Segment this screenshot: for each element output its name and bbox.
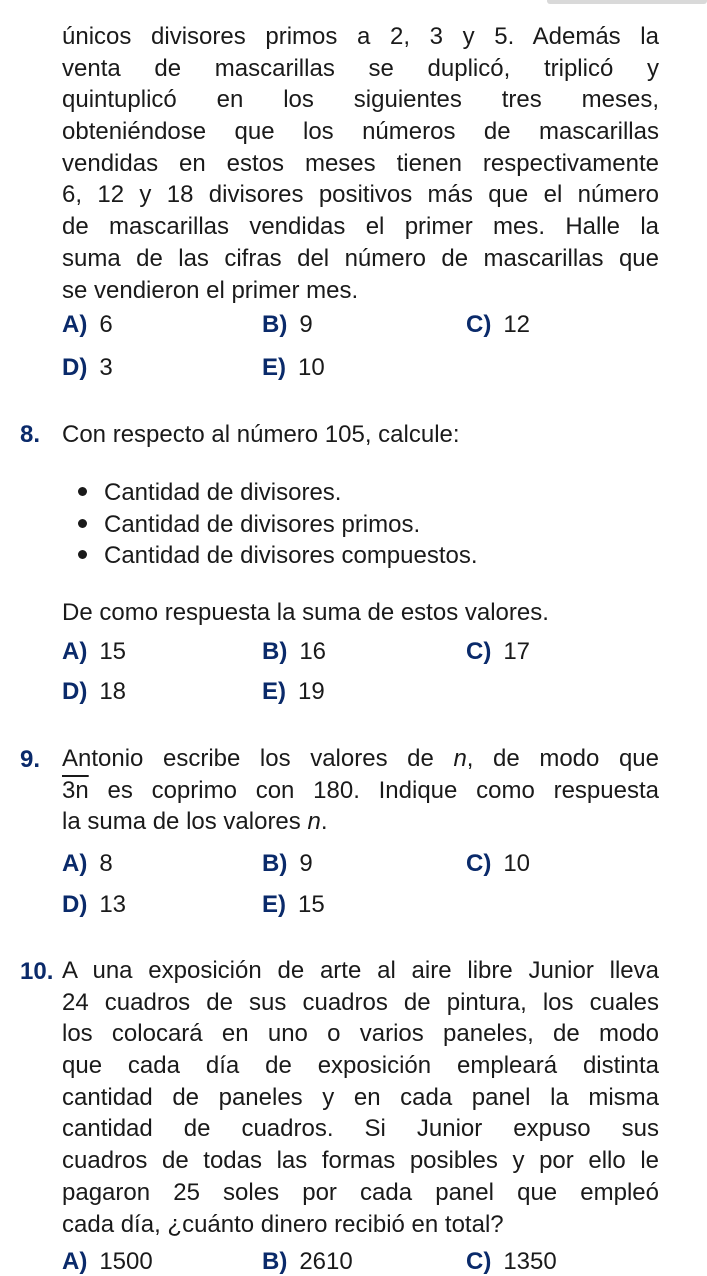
option-letter: D)	[62, 678, 88, 705]
option-value: 2610	[299, 1248, 353, 1275]
q9-text-part: la suma de los valores	[62, 808, 308, 836]
q8-option-a[interactable]	[62, 638, 126, 666]
bullet-text: Cantidad de divisores.	[104, 479, 342, 506]
q9-text	[62, 743, 659, 838]
option-value: 18	[99, 678, 127, 705]
option-letter: E)	[262, 891, 286, 918]
bullet-dot-icon	[78, 487, 87, 496]
q9-line	[62, 743, 659, 775]
option-value: 15	[99, 638, 127, 665]
q10-line: que cada día de exposición empleará distinta	[62, 1052, 659, 1080]
q7-option-e[interactable]	[262, 354, 325, 382]
q9-option-d[interactable]	[62, 891, 126, 919]
bullet-dot-icon	[78, 550, 87, 559]
option-value: 9	[299, 311, 313, 338]
option-value: 3	[99, 354, 113, 381]
option-letter: B)	[262, 1248, 288, 1275]
q10-number: 10.	[20, 958, 54, 985]
option-letter: E)	[262, 354, 286, 381]
option-value: 1500	[99, 1248, 153, 1275]
q7-line: obteniéndose que los números de mascarillas	[62, 118, 659, 146]
option-value: 16	[299, 638, 327, 665]
q7-line: venta de mascarillas se duplicó, triplicó y	[62, 54, 659, 82]
q9-option-c[interactable]	[466, 850, 530, 878]
q8-option-e[interactable]	[262, 678, 325, 706]
q7-option-a[interactable]	[62, 311, 113, 339]
option-letter: D)	[62, 354, 88, 381]
q10-line: A una exposición de arte al aire libre Junior lleva	[62, 957, 659, 984]
q8-bullet-item	[78, 511, 420, 539]
variable-n: n	[307, 808, 321, 836]
option-letter: A)	[62, 1248, 88, 1275]
option-letter: B)	[262, 311, 288, 338]
option-value: 6	[99, 311, 113, 338]
q10-line: cantidad de paneles y en cada panel la misma	[62, 1083, 659, 1111]
q9-number: 9.	[20, 746, 41, 773]
q8-text: Con respecto al número 105, calcule:	[62, 421, 460, 448]
option-value: 10	[503, 850, 531, 877]
bullet-text: Cantidad de divisores compuestos.	[104, 542, 478, 569]
q10-line: 24 cuadros de sus cuadros de pintura, los cuales	[62, 988, 659, 1016]
q8-number: 8.	[20, 421, 41, 448]
top-tab-shape	[547, 0, 707, 4]
q9-line	[62, 806, 659, 838]
option-value: 10	[298, 354, 325, 381]
variable-n: n	[453, 745, 467, 772]
option-value: 9	[299, 850, 313, 877]
q10-line: cantidad de cuadros. Si Junior expuso sus	[62, 1115, 659, 1143]
option-letter: A)	[62, 638, 88, 665]
q9-text-part: Antonio escribe los valores de	[62, 745, 454, 772]
bullet-text: Cantidad de divisores primos.	[104, 511, 421, 538]
q10-line: los colocará en uno o varios paneles, de modo	[62, 1020, 659, 1048]
numeral-3n: 3n	[62, 776, 89, 804]
option-letter: C)	[466, 850, 492, 877]
q10-option-a[interactable]	[62, 1248, 153, 1276]
q9-text-part: .	[320, 808, 328, 836]
option-value: 8	[99, 850, 113, 877]
option-letter: E)	[262, 678, 286, 705]
option-letter: A)	[62, 311, 88, 338]
q7-text	[62, 21, 659, 306]
option-letter: C)	[466, 638, 492, 665]
option-value: 1350	[503, 1248, 557, 1275]
q8-bullet-item	[78, 542, 478, 570]
q7-line: suma de las cifras del número de mascarillas que	[62, 244, 659, 272]
top-edge	[0, 0, 707, 4]
q9-option-e[interactable]	[262, 891, 325, 919]
q7-option-d[interactable]	[62, 354, 113, 382]
q8-option-c[interactable]	[466, 638, 530, 666]
option-letter: B)	[262, 638, 288, 665]
q7-line: de mascarillas vendidas el primer mes. Halle la	[62, 213, 659, 241]
q7-line: vendidas en estos meses tienen respectivamente	[62, 149, 659, 177]
option-value: 12	[503, 311, 531, 338]
q9-option-a[interactable]	[62, 850, 113, 878]
q8-option-d[interactable]	[62, 678, 126, 706]
q10-option-b[interactable]	[262, 1248, 353, 1276]
q7-line: quintuplicó en los siguientes tres meses,	[62, 86, 659, 114]
option-letter: B)	[262, 850, 288, 877]
q7-option-c[interactable]	[466, 311, 530, 339]
option-value: 13	[99, 891, 127, 918]
option-letter: C)	[466, 311, 492, 338]
option-letter: C)	[466, 1248, 492, 1275]
option-value: 17	[503, 638, 531, 665]
option-letter: D)	[62, 891, 88, 918]
q10-line: cuadros de todas las formas posibles y por ello le	[62, 1147, 659, 1175]
q7-line: se vendieron el primer mes.	[62, 276, 359, 304]
q9-text-part: es coprimo con 180. Indique como respuesta	[88, 776, 659, 804]
q10-option-c[interactable]	[466, 1248, 557, 1276]
q7-line: únicos divisores primos a 2, 3 y 5. Además la	[62, 23, 659, 50]
bullet-dot-icon	[78, 519, 87, 528]
q9-text-part: , de modo que	[466, 745, 659, 772]
q9-line	[62, 775, 659, 807]
q8-option-b[interactable]	[262, 638, 326, 666]
q9-option-b[interactable]	[262, 850, 313, 878]
q10-line: cada día, ¿cuánto dinero recibió en total?	[62, 1210, 504, 1238]
q10-text	[62, 955, 659, 1240]
option-value: 19	[298, 678, 325, 705]
q8-instruction: De como respuesta la suma de estos valores.	[62, 599, 549, 626]
option-letter: A)	[62, 850, 88, 877]
q8-bullet-item	[78, 479, 341, 507]
q10-line: pagaron 25 soles por cada panel que empleó	[62, 1178, 659, 1206]
q7-line: 6, 12 y 18 divisores positivos más que el número	[62, 181, 659, 209]
q7-option-b[interactable]	[262, 311, 313, 339]
option-value: 15	[298, 891, 325, 918]
